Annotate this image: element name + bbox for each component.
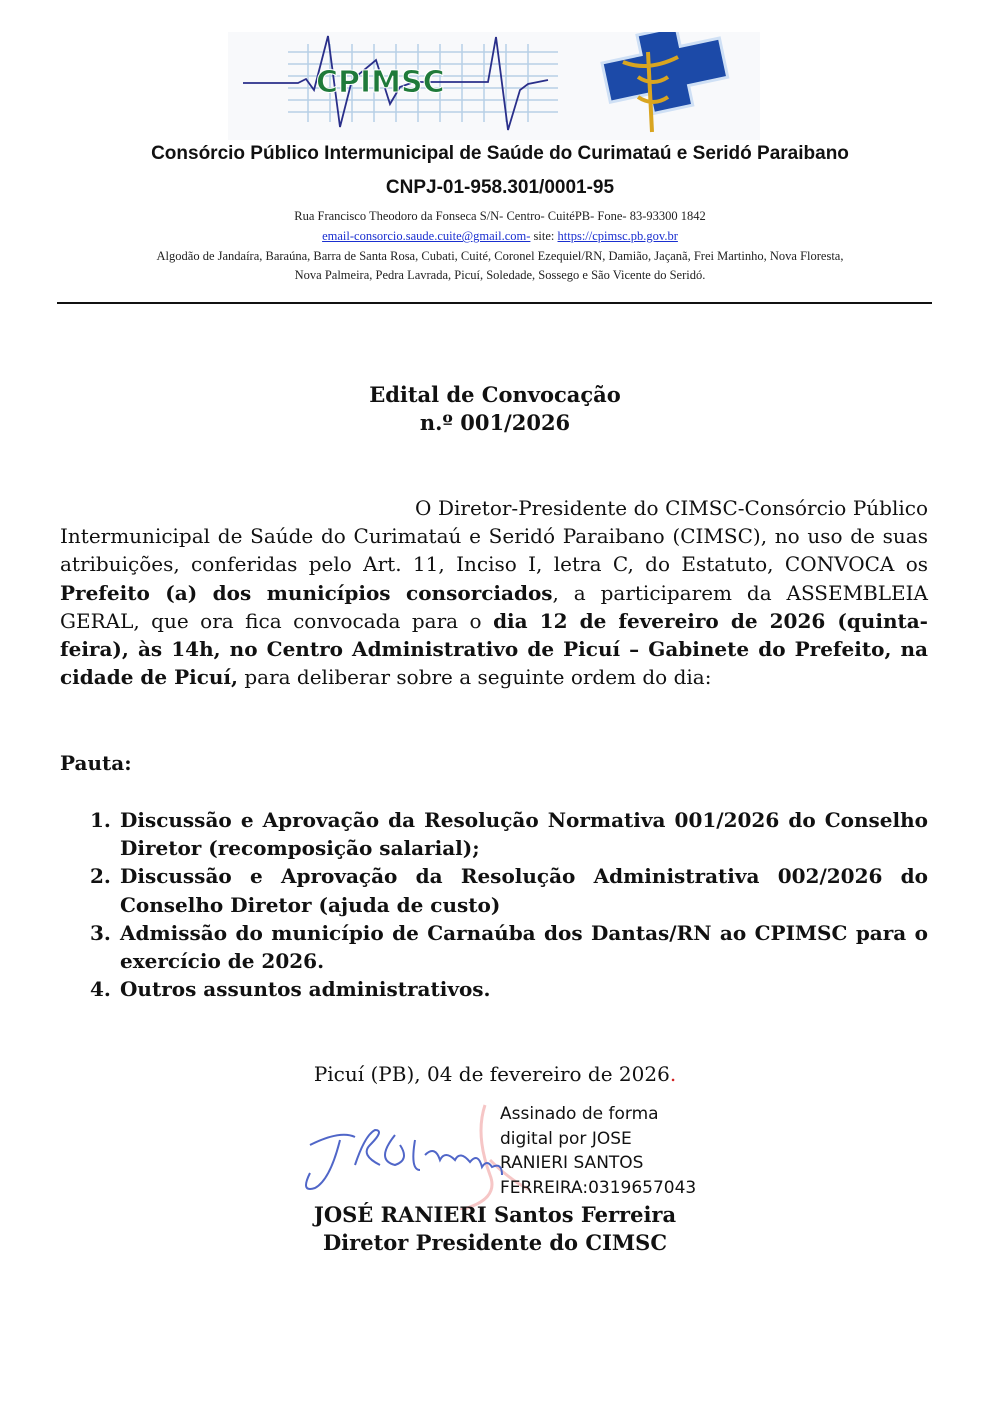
signature-graphic	[300, 1100, 530, 1210]
body-bold-text: dia 12 de fevereiro de 2026 (quinta-feira), às 14h, no Centro Administrativo de Picuí – Gabinete do Prefeito, na cidade de Picuí,	[60, 608, 928, 690]
cpimsc-logo	[228, 32, 760, 140]
item-text: Outros assuntos administrativos.	[120, 977, 491, 1002]
item-text: Discussão e Aprovação da Resolução Normativa 001/2026 do Conselho Diretor (recomposição salarial);	[120, 808, 928, 861]
email-link[interactable]: email-consorcio.saude.cuite@gmail.com-	[322, 229, 531, 243]
cnpj: CNPJ-01-958.301/0001-95	[385, 177, 615, 198]
place-date	[0, 1060, 990, 1088]
municipalities-line-2: Nova Palmeira, Pedra Lavrada, Picuí, Soledade, Sossego e São Vicente do Seridó.	[294, 268, 706, 282]
place-date-period: .	[669, 1062, 677, 1086]
body-text: O Diretor-Presidente do CIMSC-Consórcio Público Intermunicipal de Saúde do Curimataú e Seridó Paraibano (CIMSC), no uso de suas atribuições, conferidas pelo Art. 11, Inciso I, letra C, do Estatuto, CONVOCA os	[60, 496, 928, 577]
agenda-heading: Pauta:	[60, 751, 132, 775]
agenda-item	[90, 806, 928, 862]
item-text: Admissão do município de Carnaúba dos Dantas/RN ao CPIMSC para o exercício de 2026.	[120, 920, 928, 974]
body-text: , a participarem da ASSEMBLEIA GERAL, que ora fica convocada para o	[60, 580, 928, 633]
agenda-item	[90, 862, 928, 918]
agenda-list	[90, 806, 928, 1003]
agenda-item	[90, 975, 928, 1003]
svg-text:CPIMSC: CPIMSC	[316, 65, 445, 100]
org-name: Consórcio Público Intermunicipal de Saúde do Curimataú e Seridó Paraibano	[151, 143, 849, 164]
convocation-paragraph	[60, 494, 928, 691]
item-number: 2.	[90, 864, 111, 889]
digital-signature-stamp	[500, 1102, 696, 1200]
site-link[interactable]: https://cpimsc.pb.gov.br	[557, 229, 678, 243]
signer-name: JOSÉ RANIERI Santos Ferreira	[313, 1202, 677, 1227]
signature-line: Assinado de forma	[500, 1104, 659, 1124]
item-number: 3.	[90, 920, 111, 945]
body-bold-text: Prefeito (a) dos municípios consorciados	[60, 580, 553, 605]
municipalities-line-1: Algodão de Jandaíra, Baraúna, Barra de Santa Rosa, Cubati, Cuité, Coronel Ezequiel/RN, Damião, Jaçanã, Frei Martinho, Nova Floresta,	[156, 249, 844, 263]
document-number: n.º 001/2026	[419, 410, 571, 435]
signature-line: RANIERI SANTOS	[500, 1153, 644, 1173]
address: Rua Francisco Theodoro da Fonseca S/N- Centro- CuitéPB- Fone- 83-93300 1842	[294, 209, 706, 223]
site-label: site:	[530, 229, 558, 243]
signature-line: FERREIRA:0319657043	[500, 1177, 697, 1198]
signature-line: digital por JOSE	[500, 1128, 632, 1149]
body-text: para deliberar sobre a seguinte ordem do dia:	[237, 665, 712, 690]
contact-line	[0, 229, 1000, 244]
item-number: 1.	[90, 808, 111, 832]
header-divider	[57, 302, 932, 304]
signer-role: Diretor Presidente do CIMSC	[322, 1230, 668, 1255]
agenda-item	[90, 919, 928, 975]
document-title: Edital de Convocação	[369, 382, 621, 407]
place-date-text: Picuí (PB), 04 de fevereiro de 2026	[313, 1062, 670, 1086]
item-text: Discussão e Aprovação da Resolução Administrativa 002/2026 do Conselho Diretor (ajuda de custo)	[120, 864, 928, 917]
item-number: 4.	[90, 977, 111, 1002]
